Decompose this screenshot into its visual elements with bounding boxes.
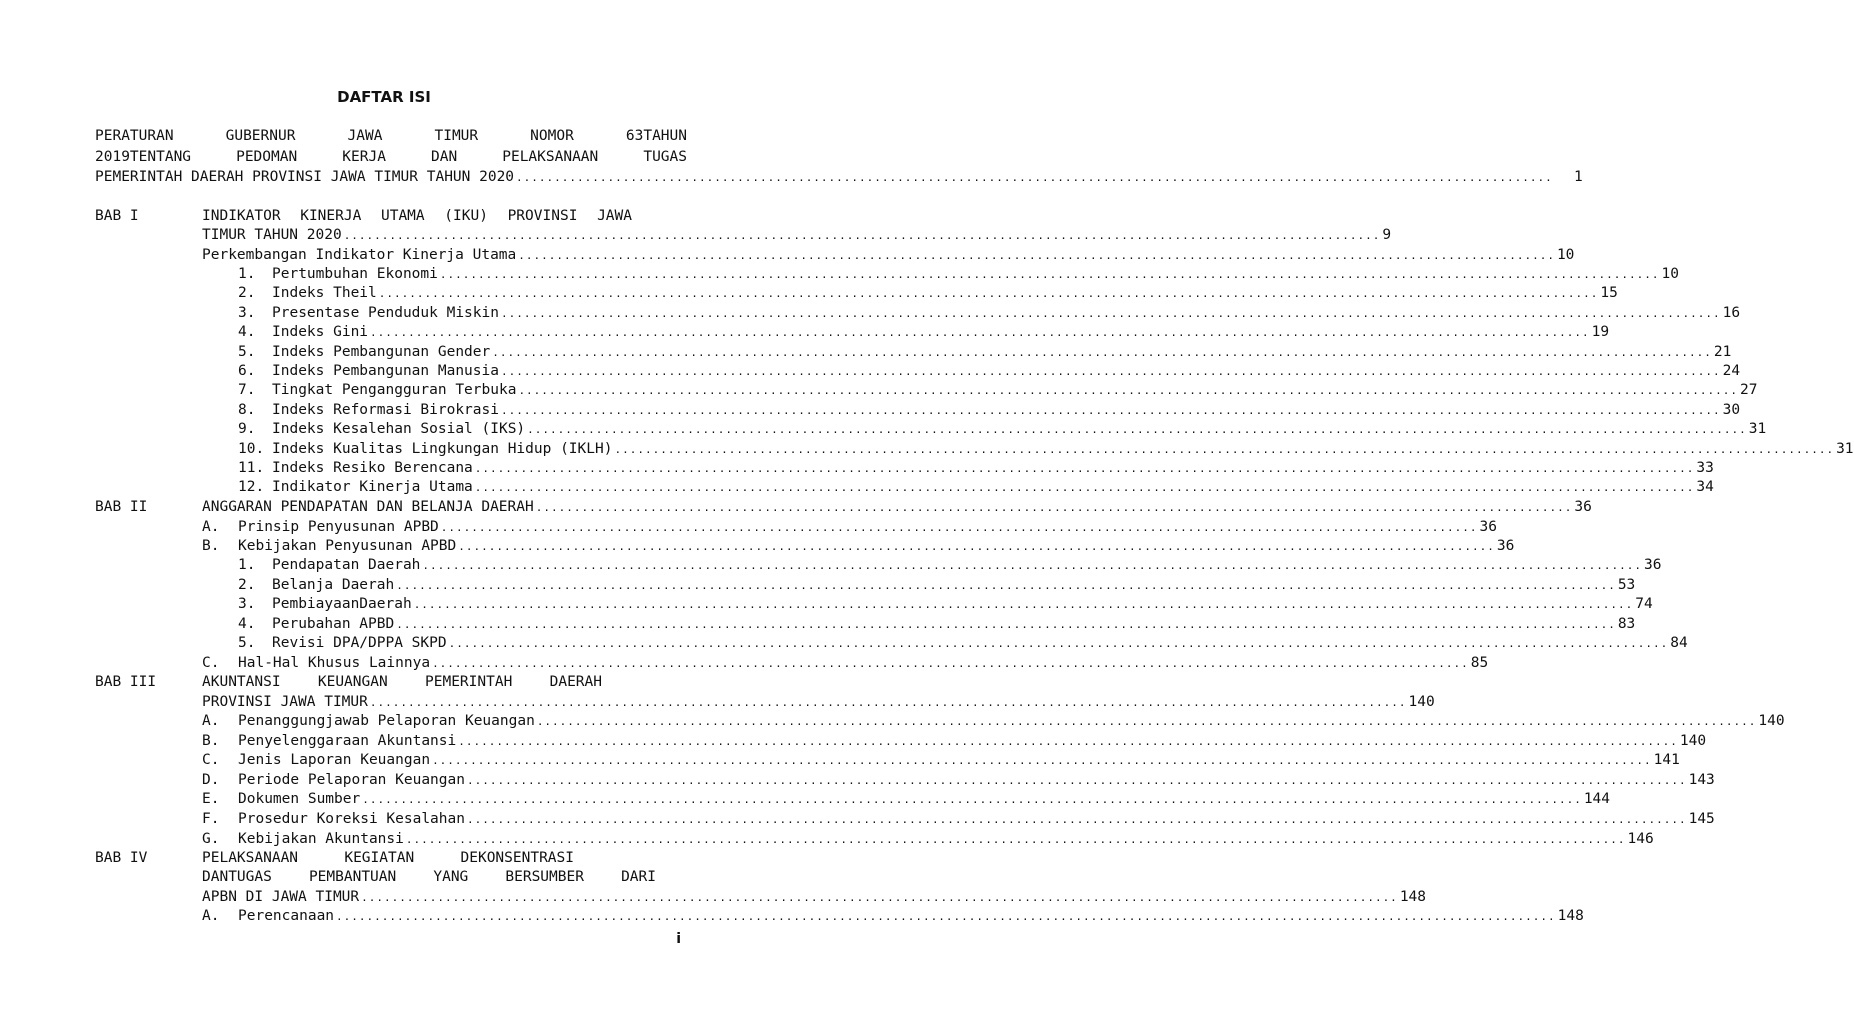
leader-dots: ................................................................................................................................................................ bbox=[370, 326, 1590, 340]
leader-dots: ................................................................................................................................................................ bbox=[518, 384, 1739, 398]
bab-label: BAB II bbox=[95, 499, 148, 515]
toc-entry-number: 5. bbox=[238, 635, 256, 651]
leader-dots: ................................................................................................................................................................ bbox=[336, 910, 1556, 923]
toc-entry-page: 36 bbox=[1574, 499, 1592, 515]
toc-entry-page: 10 bbox=[1556, 247, 1575, 263]
toc-entry-page: 143 bbox=[1688, 771, 1715, 788]
bab-heading-line: INDIKATOR KINERJA UTAMA (IKU) PROVINSI JAWA bbox=[202, 208, 632, 224]
toc-entry-number: B. bbox=[202, 732, 220, 749]
bab-label: BAB I bbox=[95, 208, 139, 224]
toc-entry-text: Perubahan APBD bbox=[272, 615, 395, 632]
toc-entry[interactable] bbox=[202, 732, 1707, 751]
toc-entry-text: Pertumbuhan Ekonomi bbox=[272, 266, 438, 282]
toc-entry[interactable] bbox=[202, 771, 1715, 790]
toc-entry-number: 4. bbox=[238, 615, 256, 632]
toc-entry-text: APBN DI JAWA TIMUR bbox=[202, 889, 360, 905]
toc-entry-page: 31 bbox=[1836, 440, 1854, 457]
toc-entry-page: 33 bbox=[1696, 460, 1714, 476]
toc-entry-text: PROVINSI JAWA TIMUR bbox=[202, 694, 368, 710]
leader-dots: ........................................................................................................................................ bbox=[516, 171, 1553, 184]
leader-dots: ................................................................................................................................................................ bbox=[439, 268, 1660, 281]
toc-entry[interactable] bbox=[238, 556, 1662, 575]
leader-dots: ................................................................................................................................................................ bbox=[396, 617, 1616, 631]
toc-entry-bab4-heading[interactable] bbox=[202, 888, 1427, 907]
toc-entry-page: 9 bbox=[1382, 227, 1392, 243]
leader-dots: ........................................................................................................................................ bbox=[361, 891, 1398, 904]
toc-entry-number: 7. bbox=[238, 382, 256, 399]
toc-entry-page: 74 bbox=[1635, 596, 1653, 612]
toc-entry-number: 3. bbox=[238, 304, 256, 321]
leader-dots: ................................................................................................................................................................ bbox=[466, 813, 1687, 826]
toc-entry-page: 146 bbox=[1627, 830, 1654, 847]
page-title: DAFTAR ISI bbox=[337, 88, 431, 106]
leader-dots: ........................................................................................................................................ bbox=[518, 249, 1555, 262]
toc-entry-bab1-heading[interactable] bbox=[202, 226, 1392, 245]
toc-entry[interactable] bbox=[202, 654, 1489, 673]
toc-entry-number: F. bbox=[202, 811, 220, 827]
toc-entry-page: 10 bbox=[1661, 266, 1679, 282]
toc-entry-page: 144 bbox=[1583, 791, 1611, 808]
toc-entry[interactable] bbox=[238, 576, 1636, 595]
leader-dots: ................................................................................................................................................................ bbox=[527, 423, 1747, 437]
toc-entry[interactable] bbox=[202, 537, 1515, 556]
toc-entry-number: 10. bbox=[238, 440, 265, 457]
leader-dots: ........................................................................................................................................ bbox=[458, 540, 1495, 553]
toc-entry-text: Jenis Laporan Keuangan bbox=[238, 752, 431, 769]
toc-entry-number: B. bbox=[202, 538, 220, 554]
toc-entry[interactable] bbox=[238, 440, 1854, 459]
toc-entry-number: 4. bbox=[238, 324, 256, 341]
leader-dots: ........................................................................................................................................ bbox=[343, 229, 1381, 242]
toc-entry-page: 140 bbox=[1679, 732, 1707, 749]
toc-entry-text: Indeks Kesalehan Sosial (IKS) bbox=[272, 421, 526, 438]
toc-entry-intro[interactable] bbox=[95, 168, 1583, 187]
toc-entry[interactable] bbox=[238, 478, 1714, 497]
bab-label: BAB III bbox=[95, 674, 157, 690]
toc-entry-page: 140 bbox=[1408, 694, 1435, 710]
toc-entry-number: 6. bbox=[238, 363, 256, 379]
toc-entry-text: Periode Pelaporan Keuangan bbox=[238, 771, 465, 788]
toc-entry-text: Pendapatan Daerah bbox=[272, 557, 421, 573]
toc-entry[interactable] bbox=[238, 284, 1618, 303]
toc-entry[interactable] bbox=[238, 362, 1741, 381]
toc-entry-page: 21 bbox=[1713, 343, 1732, 360]
toc-entry-page: 145 bbox=[1688, 811, 1715, 827]
leader-dots: ................................................................................................................................................................ bbox=[432, 754, 1652, 768]
toc-entry-page: 85 bbox=[1470, 655, 1489, 671]
toc-entry-text: Hal-Hal Khusus Lainnya bbox=[238, 655, 431, 671]
toc-entry-text: Kebijakan Akuntansi bbox=[238, 830, 404, 847]
toc-entry-page: 83 bbox=[1617, 615, 1636, 632]
toc-entry-page: 24 bbox=[1722, 363, 1741, 379]
toc-entry-number: C. bbox=[202, 655, 220, 671]
toc-entry[interactable] bbox=[202, 907, 1584, 926]
toc-entry-page: 19 bbox=[1591, 324, 1610, 341]
toc-entry-number: 5. bbox=[238, 343, 256, 360]
toc-entry-text: Kebijakan Penyusunan APBD bbox=[238, 538, 457, 554]
toc-entry[interactable] bbox=[202, 518, 1497, 537]
toc-entry-number: A. bbox=[202, 713, 220, 729]
toc-entry-text: PEMERINTAH DAERAH PROVINSI JAWA TIMUR TAHUN 2020 bbox=[95, 169, 515, 185]
leader-dots: ................................................................................................................................................................ bbox=[362, 793, 1582, 807]
leader-dots: ........................................................................................................................................ bbox=[440, 521, 1478, 534]
toc-entry[interactable] bbox=[202, 810, 1715, 829]
toc-entry-bab3-heading[interactable] bbox=[202, 693, 1435, 712]
leader-dots: ................................................................................................................................................................ bbox=[500, 365, 1721, 378]
toc-entry[interactable] bbox=[202, 712, 1785, 731]
intro-line-2: 2019TENTANG PEDOMAN KERJA DAN PELAKSANAAN TUGAS bbox=[95, 149, 687, 165]
toc-entry-page: 141 bbox=[1653, 752, 1680, 769]
toc-entry-text: Perencanaan bbox=[238, 908, 335, 924]
leader-dots: ................................................................................................................................................................ bbox=[614, 442, 1835, 456]
toc-entry[interactable] bbox=[238, 381, 1758, 400]
toc-entry[interactable] bbox=[202, 830, 1654, 849]
toc-entry-number: A. bbox=[202, 519, 220, 535]
toc-entry-number: 9. bbox=[238, 421, 256, 438]
leader-dots: ................................................................................................................................................................ bbox=[458, 734, 1678, 748]
leader-dots: ........................................................................................................................................ bbox=[432, 657, 1469, 670]
toc-entry-page: 84 bbox=[1670, 635, 1688, 651]
toc-entry[interactable] bbox=[202, 751, 1680, 770]
leader-dots: ................................................................................................................................................................ bbox=[500, 306, 1721, 320]
toc-entry-text: Dokumen Sumber bbox=[238, 791, 361, 808]
toc-entry-page: 148 bbox=[1557, 908, 1584, 924]
intro-line-1: PERATURAN GUBERNUR JAWA TIMUR NOMOR 63TAHUN bbox=[95, 128, 687, 144]
toc-entry-number: D. bbox=[202, 771, 220, 788]
toc-entry-text: Indeks Reformasi Birokrasi bbox=[272, 401, 499, 418]
toc-entry[interactable] bbox=[202, 790, 1611, 809]
leader-dots: ................................................................................................................................................................ bbox=[448, 637, 1669, 650]
toc-entry[interactable] bbox=[238, 595, 1653, 614]
toc-entry-number: 11. bbox=[238, 460, 265, 476]
leader-dots: ................................................................................................................................................................ bbox=[405, 832, 1626, 846]
leader-dots: ................................................................................................................................................................ bbox=[466, 773, 1687, 787]
toc-entry[interactable] bbox=[238, 343, 1732, 362]
toc-entry-page: 16 bbox=[1722, 304, 1741, 321]
toc-entry-text: Penyelenggaraan Akuntansi bbox=[238, 732, 457, 749]
toc-entry-text: Indikator Kinerja Utama bbox=[272, 479, 473, 496]
toc-entry-page: 36 bbox=[1644, 557, 1662, 573]
toc-entry-text: Indeks Kualitas Lingkungan Hidup (IKLH) bbox=[272, 440, 613, 457]
toc-entry-page: 30 bbox=[1722, 401, 1741, 418]
toc-entry-number: 2. bbox=[238, 285, 256, 302]
toc-entry-number: C. bbox=[202, 752, 220, 769]
toc-entry-text: Penanggungjawab Pelaporan Keuangan bbox=[238, 713, 535, 729]
toc-entry[interactable] bbox=[238, 323, 1610, 342]
toc-entry[interactable] bbox=[238, 459, 1714, 478]
toc-entry-page: 1 bbox=[1573, 169, 1583, 185]
toc-entry-page: 27 bbox=[1740, 382, 1758, 399]
toc-entry-text: ANGGARAN PENDAPATAN DAN BELANJA DAERAH bbox=[202, 499, 534, 515]
toc-entry-page: 15 bbox=[1600, 285, 1618, 302]
toc-entry-number: G. bbox=[202, 830, 220, 847]
toc-entry-number: 2. bbox=[238, 576, 256, 593]
leader-dots: ................................................................................................................................................................ bbox=[474, 481, 1695, 495]
toc-entry-bab2-heading[interactable] bbox=[202, 498, 1592, 517]
toc-entry-text: Revisi DPA/DPPA SKPD bbox=[272, 635, 447, 651]
leader-dots: ................................................................................................................................................................ bbox=[378, 287, 1599, 301]
toc-entry-text: Indeks Pembangunan Gender bbox=[272, 343, 491, 360]
leader-dots: ................................................................................................................................................................ bbox=[536, 715, 1757, 728]
bab-label: BAB IV bbox=[95, 850, 148, 866]
leader-dots: ................................................................................................................................................................ bbox=[500, 403, 1721, 417]
toc-entry[interactable] bbox=[238, 615, 1636, 634]
toc-entry-text: TIMUR TAHUN 2020 bbox=[202, 227, 342, 243]
toc-entry[interactable] bbox=[238, 401, 1741, 420]
toc-entry-text: Belanja Daerah bbox=[272, 576, 395, 593]
toc-entry-text: Indeks Pembangunan Manusia bbox=[272, 363, 499, 379]
leader-dots: ........................................................................................................................................ bbox=[369, 696, 1407, 709]
bab-heading-line: AKUNTANSI KEUANGAN PEMERINTAH DAERAH bbox=[202, 674, 602, 690]
toc-entry-page: 36 bbox=[1496, 538, 1515, 554]
page-number: i bbox=[676, 931, 681, 947]
leader-dots: ................................................................................................................................................................ bbox=[474, 462, 1695, 475]
leader-dots: ........................................................................................................................................ bbox=[535, 501, 1573, 514]
toc-entry-page: 34 bbox=[1696, 479, 1714, 496]
toc-entry-bab1-sub[interactable] bbox=[202, 246, 1575, 265]
toc-entry-text: Presentase Penduduk Miskin bbox=[272, 304, 499, 321]
toc-entry[interactable] bbox=[238, 420, 1767, 439]
toc-entry-number: 1. bbox=[238, 557, 256, 573]
toc-entry-text: Indeks Theil bbox=[272, 285, 377, 302]
toc-entry-text: Indeks Gini bbox=[272, 324, 369, 341]
toc-entry[interactable] bbox=[238, 304, 1741, 323]
toc-entry-page: 53 bbox=[1617, 576, 1636, 593]
leader-dots: ................................................................................................................................................................ bbox=[492, 345, 1712, 359]
toc-entry-number: E. bbox=[202, 791, 220, 808]
toc-entry-number: A. bbox=[202, 908, 220, 924]
leader-dots: ................................................................................................................................................................ bbox=[413, 598, 1634, 611]
toc-entry-text: Prinsip Penyusunan APBD bbox=[238, 519, 439, 535]
toc-entry-number: 1. bbox=[238, 266, 256, 282]
toc-entry-text: Tingkat Pengangguran Terbuka bbox=[272, 382, 517, 399]
toc-entry-number: 12. bbox=[238, 479, 265, 496]
toc-entry-page: 36 bbox=[1479, 519, 1497, 535]
toc-entry-page: 148 bbox=[1399, 889, 1427, 905]
toc-entry-text: Perkembangan Indikator Kinerja Utama bbox=[202, 247, 517, 263]
toc-entry-text: Prosedur Koreksi Kesalahan bbox=[238, 811, 465, 827]
leader-dots: ................................................................................................................................................................ bbox=[396, 578, 1616, 592]
toc-entry[interactable] bbox=[238, 634, 1688, 653]
toc-entry-text: Indeks Resiko Berencana bbox=[272, 460, 473, 476]
bab-heading-line: PELAKSANAAN KEGIATAN DEKONSENTRASI bbox=[202, 850, 574, 866]
toc-entry-page: 140 bbox=[1758, 713, 1785, 729]
bab-heading-line: DANTUGAS PEMBANTUAN YANG BERSUMBER DARI bbox=[202, 869, 656, 885]
toc-entry-number: 3. bbox=[238, 596, 256, 612]
toc-entry-number: 8. bbox=[238, 401, 256, 418]
toc-entry[interactable] bbox=[238, 265, 1679, 284]
toc-entry-page: 31 bbox=[1748, 421, 1767, 438]
leader-dots: ................................................................................................................................................................ bbox=[422, 559, 1643, 572]
toc-entry-text: PembiayaanDaerah bbox=[272, 596, 412, 612]
